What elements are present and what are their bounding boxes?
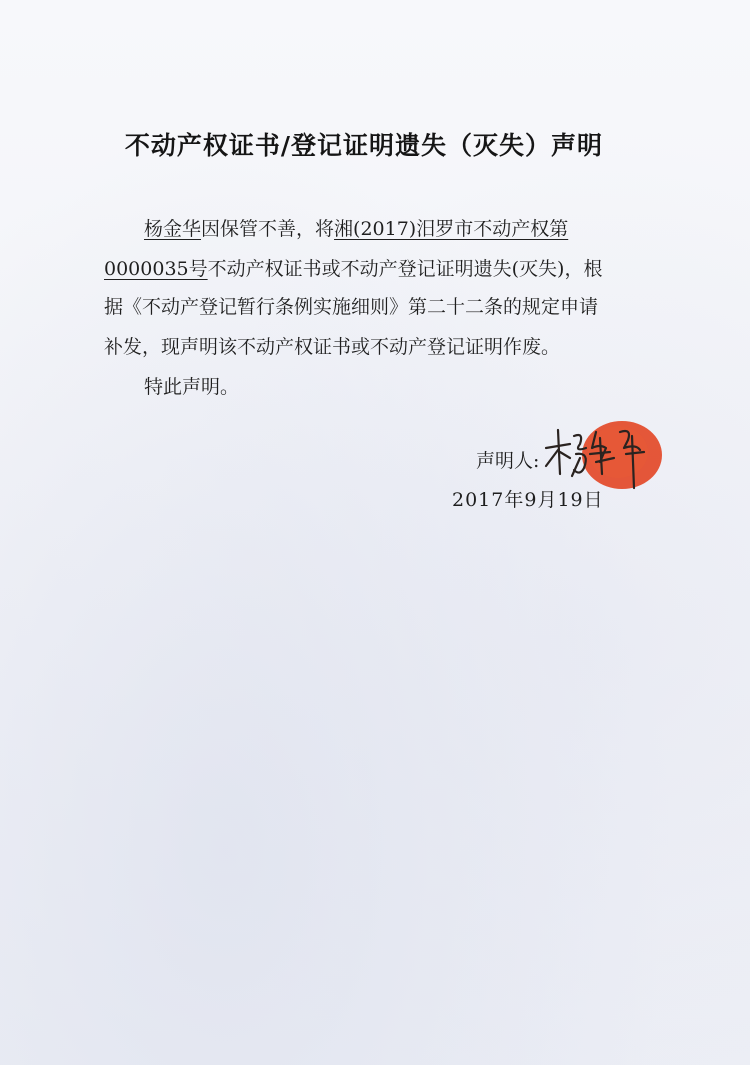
declaration-date: 2017年9月19日 [452,489,604,511]
certificate-number-part2: 0000035号 [104,258,208,280]
body-line-2 [104,254,602,281]
document-title: 不动产权证书/登记证明遗失（灭失）声明 [124,131,604,160]
body-line-4: 补发，现声明该不动产权证书或不动产登记证明作废。 [104,336,561,358]
signer-label: 声明人: [476,450,540,472]
body-line-1 [144,214,568,241]
declarant-name: 杨金华 [144,218,202,240]
body-line-2-rest: 不动产权证书或不动产登记证明遗失(灭失)，根 [207,258,603,280]
body-line-5: 特此声明。 [144,376,240,398]
certificate-number-part1: 湘(2017)汨罗市不动产权第 [334,218,569,240]
body-line-1-middle: 因保管不善，将 [201,218,335,240]
body-line-3: 据《不动产登记暂行条例实施细则》第二十二条的规定申请 [104,296,599,318]
